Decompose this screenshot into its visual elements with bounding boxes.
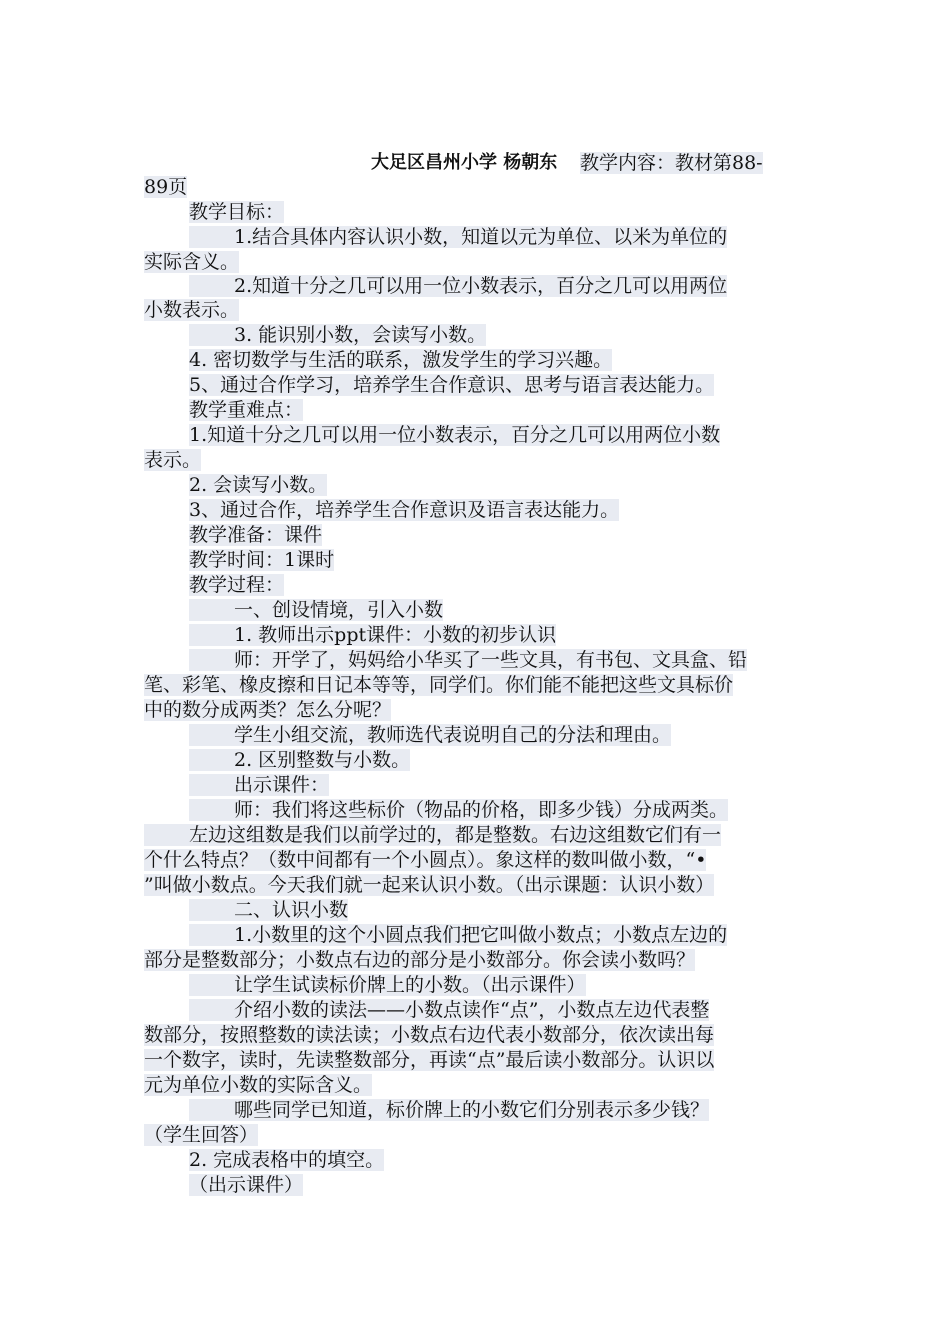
text-line: 2. 区别整数与小数。	[189, 749, 410, 771]
text-line: （出示课件）	[189, 1174, 304, 1196]
text-line: ”叫做小数点。今天我们就一起来认识小数。（出示课题：认识小数）	[144, 874, 715, 896]
text-line: 2. 完成表格中的填空。	[189, 1149, 385, 1171]
text-line: 哪些同学已知道，标价牌上的小数它们分别表示多少钱？	[189, 1099, 709, 1121]
subsection-heading: 一、创设情境，引入小数	[189, 599, 443, 621]
text-line: 个什么特点？（数中间都有一个小圆点）。象这样的数叫做小数，“•	[144, 849, 707, 871]
section-heading: 教学重难点：	[189, 399, 304, 421]
text-line: 实际含义。	[144, 251, 240, 273]
text-line: 让学生试读标价牌上的小数。（出示课件）	[189, 974, 586, 996]
text-line: 小数表示。	[144, 299, 240, 321]
text-line: 5、通过合作学习，培养学生合作意识、思考与语言表达能力。	[189, 374, 715, 396]
section-heading: 教学目标：	[189, 201, 285, 223]
text-line: 师：开学了，妈妈给小华买了一些文具，有书包、文具盒、铅	[189, 649, 747, 671]
text-line: 一个数字，读时，先读整数部分，再读“点”最后读小数部分。认识以	[144, 1049, 715, 1071]
text-line: 左边这组数是我们以前学过的，都是整数。右边这组数它们有一	[144, 824, 721, 846]
text-line: 教学时间：1课时	[189, 549, 335, 571]
text-line: 教学内容：教材第88-	[580, 152, 763, 174]
text-line: 89页	[144, 176, 188, 198]
text-line: 4. 密切数学与生活的联系，激发学生的学习兴趣。	[189, 349, 613, 371]
text-line: 学生小组交流，教师选代表说明自己的分法和理由。	[189, 724, 671, 746]
text-line: 笔、彩笔、橡皮擦和日记本等等，同学们。你们能不能把这些文具标价	[144, 674, 734, 696]
text-line: 表示。	[144, 449, 202, 471]
text-line: 部分是整数部分；小数点右边的部分是小数部分。你会读小数吗？	[144, 949, 696, 971]
text-line: 2.知道十分之几可以用一位小数表示，百分之几可以用两位	[189, 275, 727, 297]
text-line: 出示课件：	[189, 774, 329, 796]
text-line: 1. 教师出示ppt课件：小数的初步认识	[189, 624, 556, 646]
text-line: 3. 能识别小数，会读写小数。	[189, 324, 486, 346]
text-line: 3、通过合作，培养学生合作意识及语言表达能力。	[189, 499, 620, 521]
text-line: 师：我们将这些标价（物品的价格，即多少钱）分成两类。	[189, 799, 728, 821]
section-heading: 教学过程：	[189, 574, 285, 596]
text-line: （学生回答）	[144, 1124, 259, 1146]
subsection-heading: 二、认识小数	[189, 899, 348, 921]
text-line: 1.知道十分之几可以用一位小数表示，百分之几可以用两位小数	[189, 424, 721, 446]
text-line: 2. 会读写小数。	[189, 474, 328, 496]
text-line: 1.结合具体内容认识小数，知道以元为单位、以米为单位的	[189, 226, 727, 248]
author-line: 大足区昌州小学 杨朝东	[371, 152, 558, 173]
text-line: 中的数分成两类？怎么分呢？	[144, 699, 392, 721]
text-line: 数部分，按照整数的读法读；小数点右边代表小数部分，依次读出每	[144, 1024, 715, 1046]
text-line: 介绍小数的读法——小数点读作“点”，小数点左边代表整	[189, 999, 709, 1021]
text-line: 教学准备：课件	[189, 524, 323, 546]
text-line: 1.小数里的这个小圆点我们把它叫做小数点；小数点左边的	[189, 924, 727, 946]
text-line: 元为单位小数的实际含义。	[144, 1074, 373, 1096]
